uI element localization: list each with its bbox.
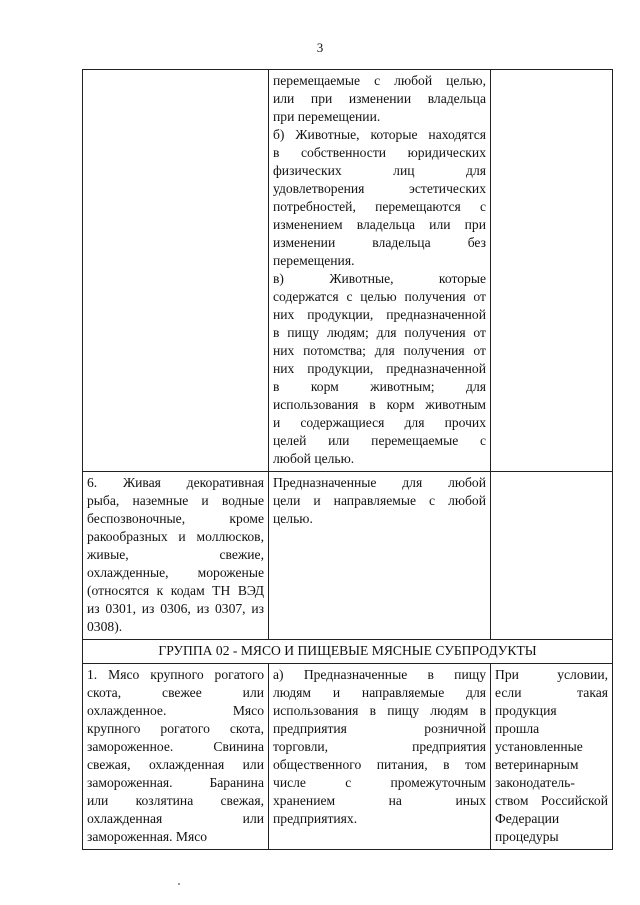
cell-line: целью. — [273, 511, 313, 526]
cell-line: 0308). — [87, 619, 123, 634]
cell-line: ством Российской — [495, 793, 608, 808]
cell-line: хранением на иных — [273, 793, 486, 808]
cell-line: скота, свежее или — [87, 685, 264, 700]
row-1-conditions-cell — [491, 664, 613, 850]
cell-line: или при изменении владельца — [273, 91, 486, 106]
cell-line: при перемещении. — [273, 109, 381, 124]
cell-line: установленные — [495, 739, 583, 754]
table-row — [83, 472, 613, 640]
cell-line: и содержащиеся для прочих — [273, 415, 486, 430]
cell-line: в корм животным; для — [273, 379, 486, 394]
cell-line: свежая, охлажденная или — [87, 757, 264, 772]
cell-line: в) Животные, которые — [273, 271, 486, 286]
cell-line: 1. Мясо крупного рогатого — [87, 667, 264, 682]
cell-line: процедуры — [495, 829, 559, 844]
cell-line: людям и направляемые для — [273, 685, 486, 700]
group-header: ГРУППА 02 - МЯСО И ПИЩЕВЫЕ МЯСНЫЕ СУБПРОДУКТЫ — [83, 640, 613, 664]
cell-line: замороженная. Баранина — [87, 775, 264, 790]
cell-line: из 0301, из 0306, из 0307, из — [87, 601, 264, 616]
cell-line: замороженная. Мясо — [87, 829, 208, 844]
cell-line: любой целью. — [273, 451, 355, 466]
cell-line: крупного рогатого скота, — [87, 721, 264, 736]
cell-line: прошла — [495, 721, 540, 736]
cell-line: беспозвоночные, кроме — [87, 511, 264, 526]
cell-line: продукция — [495, 703, 557, 718]
cell-line: цели и направляемые с любой — [273, 493, 486, 508]
cell-line: удовлетворения эстетических — [273, 181, 486, 196]
cell-line: использования в корм животным — [273, 397, 486, 412]
row-6-goods-cell — [83, 472, 269, 640]
regulation-table — [82, 69, 613, 850]
cell-line: предприятия розничной — [273, 721, 486, 736]
cell-line: б) Животные, которые находятся — [273, 127, 486, 142]
row-6-purpose-cell — [269, 472, 491, 640]
cell-line: замороженное. Свинина — [87, 739, 264, 754]
cell-line: охлажденная или — [87, 811, 264, 826]
cell-line: числе с промежуточным — [273, 775, 486, 790]
cell-line: охлажденное. Мясо — [87, 703, 264, 718]
cell-line: (относятся к кодам ТН ВЭД — [87, 583, 264, 598]
cell-line: целей или перемещаемые с — [273, 433, 486, 448]
scan-speck — [178, 883, 180, 885]
cell-line: перемещения. — [273, 253, 355, 268]
cell-line: в пищу людям; для получения от — [273, 325, 486, 340]
table-row — [83, 70, 613, 472]
row-1-goods-cell — [83, 664, 269, 850]
cell-line: или козлятина свежая, — [87, 793, 264, 808]
cell-line: изменении владельца без — [273, 235, 486, 250]
row-6-conditions-cell — [491, 472, 613, 640]
cell-line: охлажденные, мороженые — [87, 565, 264, 580]
cell-line: в собственности юридических — [273, 145, 486, 160]
cell-line: живые, свежие, — [87, 547, 264, 562]
table-row — [83, 664, 613, 850]
cell-line: них продукции, предназначенной — [273, 361, 486, 376]
row-continuation-goods-cell — [83, 70, 269, 472]
cell-line: 6. Живая декоративная — [87, 475, 264, 490]
cell-line: содержатся с целью получения от — [273, 289, 486, 304]
cell-line: них потомства; для получения от — [273, 343, 486, 358]
group-header-row — [83, 640, 613, 664]
row-continuation-purpose-cell — [269, 70, 491, 472]
cell-line: физических лиц для — [273, 163, 486, 178]
row-1-purpose-cell — [269, 664, 491, 850]
cell-line: Федерации — [495, 811, 560, 826]
page-number: 3 — [316, 40, 324, 55]
cell-line: перемещаемые с любой целью, — [273, 73, 486, 88]
cell-line: При условии, — [495, 667, 608, 682]
row-continuation-conditions-cell — [491, 70, 613, 472]
cell-line: Предназначенные для любой — [273, 475, 486, 490]
cell-line: а) Предназначенные в пищу — [273, 667, 486, 682]
cell-line: ветеринарным — [495, 757, 579, 772]
cell-line: ракообразных и моллюсков, — [87, 529, 264, 544]
cell-line: изменением владельца или при — [273, 217, 486, 232]
cell-line: потребностей, перемещаются с — [273, 199, 486, 214]
cell-line: законодатель- — [495, 775, 575, 790]
cell-line: если такая — [495, 685, 608, 700]
cell-line: них продукции, предназначенной — [273, 307, 486, 322]
cell-line: рыба, наземные и водные — [87, 493, 264, 508]
cell-line: предприятиях. — [273, 811, 358, 826]
cell-line: торговли, предприятия — [273, 739, 486, 754]
cell-line: общественного питания, в том — [273, 757, 486, 772]
cell-line: использования в пищу людям в — [273, 703, 486, 718]
